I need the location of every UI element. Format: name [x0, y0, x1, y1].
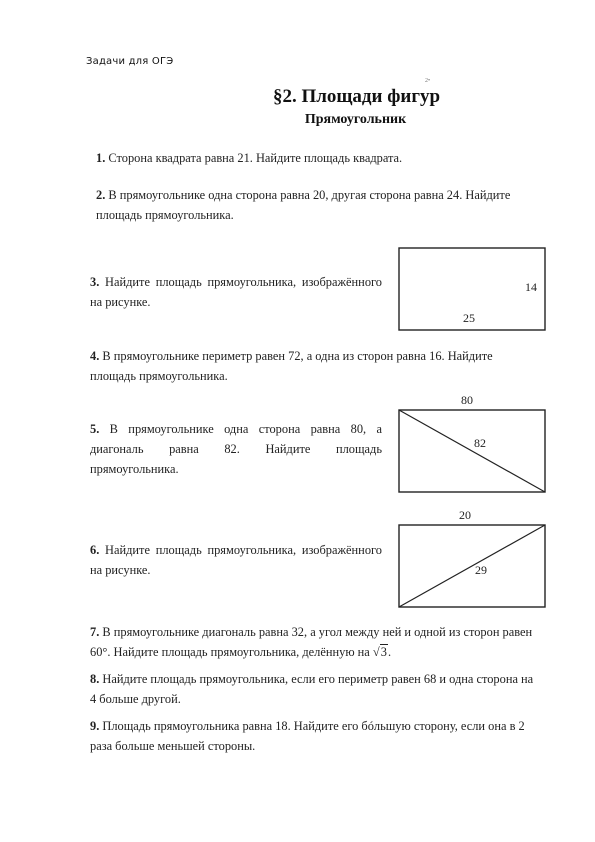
sqrt-symbol: √ — [372, 645, 380, 659]
task-number: 4. — [90, 349, 100, 363]
task-9 — [90, 716, 540, 756]
task-text: Найдите площадь прямоугольника, изображённого на рисунке. — [90, 275, 382, 309]
sqrt-value: 3 — [380, 645, 387, 659]
section-subtitle: Прямоугольник — [304, 112, 407, 127]
section-title: §2. Площади фигур — [272, 86, 441, 107]
diagonal-line — [399, 525, 545, 607]
rectangle-figure-6 — [398, 508, 546, 608]
task-text: В прямоугольнике одна сторона равна 20, другая сторона равна 24. Найдите площадь прямоугольника. — [96, 188, 511, 222]
task-number: 1. — [96, 151, 106, 165]
task-number: 9. — [90, 719, 100, 733]
top-label: 20 — [459, 508, 471, 522]
task-2 — [96, 185, 536, 225]
diagonal-label: 29 — [475, 563, 487, 577]
rectangle-figure-3 — [398, 247, 546, 331]
task-number: 7. — [90, 625, 100, 639]
task-number: 5. — [90, 422, 100, 436]
task-3 — [90, 272, 382, 312]
task-1 — [96, 148, 516, 168]
rectangle-drawing — [398, 409, 546, 493]
top-label: 80 — [461, 393, 473, 407]
rectangle-drawing — [398, 524, 546, 608]
task-5 — [90, 419, 382, 479]
corner-mark: 2• — [425, 78, 431, 84]
task-text: Сторона квадрата равна 21. Найдите площадь квадрата. — [108, 151, 403, 165]
task-text: В прямоугольнике одна сторона равна 80, а диагональ равна 82. Найдите площадь прямоугольника. — [90, 422, 382, 476]
task-number: 3. — [90, 275, 100, 289]
page-header: Задачи для ОГЭ — [86, 56, 174, 67]
task-text-end: . — [387, 645, 392, 659]
task-text: В прямоугольнике диагональ равна 32, а угол между ней и одной из сторон равен 60°. Найдите площадь прямоугольника, делённую на — [90, 625, 533, 659]
task-text: Площадь прямоугольника равна 18. Найдите его бóльшую сторону, если она в 2 раза больше меньшей стороны. — [90, 719, 525, 753]
diagonal-label: 82 — [474, 436, 486, 450]
task-6 — [90, 540, 382, 580]
task-number: 2. — [96, 188, 106, 202]
rectangle-figure-5 — [398, 393, 546, 493]
task-4 — [90, 346, 530, 386]
side-label: 14 — [525, 280, 537, 294]
task-text: Найдите площадь прямоугольника, изображённого на рисунке. — [90, 543, 382, 577]
task-number: 6. — [90, 543, 100, 557]
diagonal-line — [399, 410, 545, 492]
task-text: Найдите площадь прямоугольника, если его периметр равен 68 и одна сторона на 4 больше другой. — [90, 672, 534, 706]
square-root — [373, 642, 388, 662]
task-number: 8. — [90, 672, 100, 686]
task-8 — [90, 669, 540, 709]
task-text: В прямоугольнике периметр равен 72, а одна из сторон равна 16. Найдите площадь прямоугольника. — [90, 349, 493, 383]
task-7 — [90, 622, 540, 662]
bottom-label: 25 — [463, 311, 475, 325]
